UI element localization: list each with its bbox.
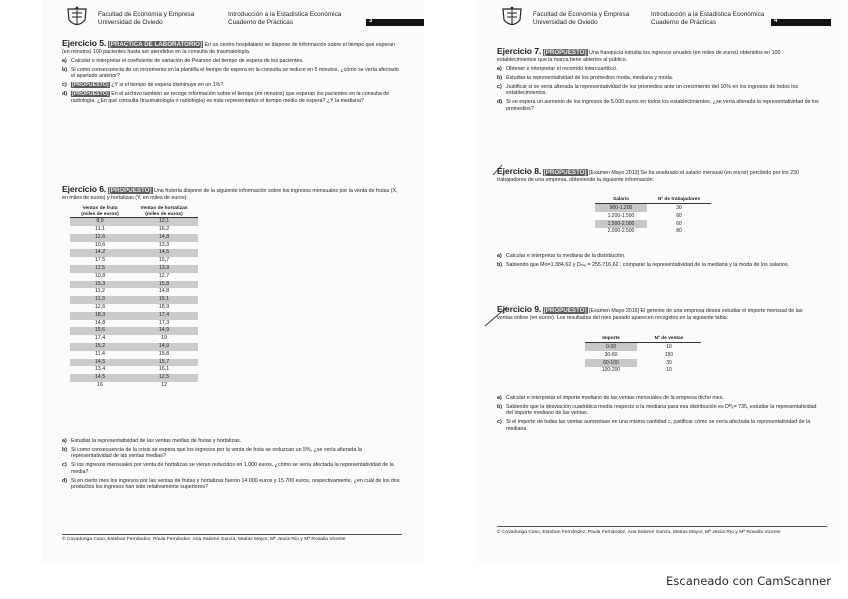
exercise-intro: Una frutería dispone de la siguiente información sobre los ingresos mensuales por la venta de frutas (X, en miles de euros) y hortalizas (Y, en miles de euros): bbox=[62, 188, 398, 201]
table-cell: 1.200-1.500 bbox=[607, 212, 635, 219]
table-cell: 100-200 bbox=[601, 367, 621, 374]
table-cell: 17,4 bbox=[130, 312, 198, 320]
exercise-5 bbox=[62, 40, 400, 104]
table-row bbox=[70, 265, 198, 273]
page-footer: © Covadonga Caso, Esteban Fernández, Paula Fernández, Ana Salomé García, Matías Mayor, Mª Jesús Río y Mª Rosalía Vicente bbox=[62, 537, 346, 542]
table-row bbox=[585, 343, 701, 351]
table-row bbox=[70, 335, 198, 343]
exercise-tag: [PROPUESTO] bbox=[543, 169, 587, 176]
table-cell: 2.000-2.500 bbox=[607, 228, 635, 235]
table-row bbox=[70, 249, 198, 257]
table-row bbox=[595, 204, 711, 212]
exercise-intro: Una franquicia estudia los ingresos anuales (en miles de euros) obtenidos en 100 establecimientos que la marca tiene abiertos al público. bbox=[497, 50, 781, 63]
list-item: a) Estudiar la representatividad de las ventas medias de frutas y hortalizas. bbox=[62, 437, 242, 444]
institution-name: Facultad de Economía y Empresa Universidad de Oviedo bbox=[98, 11, 195, 26]
exercise-title: Ejercicio 7. bbox=[497, 46, 542, 56]
table-row bbox=[70, 351, 198, 359]
table-row bbox=[70, 327, 198, 335]
table-cell: 11,1 bbox=[95, 225, 105, 232]
table-cell: 0-30 bbox=[585, 343, 637, 351]
course-name: Introducción a la Estadística Económica Cuaderno de Prácticas bbox=[228, 11, 342, 26]
table-row bbox=[70, 218, 198, 226]
table-cell: 150 bbox=[664, 351, 674, 358]
exercise-tag: [PROPUESTO] bbox=[543, 49, 587, 56]
exercise-7 bbox=[497, 48, 819, 112]
table-row bbox=[595, 212, 711, 220]
table-cell: 16,2 bbox=[158, 225, 170, 232]
table-cell: 11,2 bbox=[95, 288, 105, 295]
table-cell: 15,6 bbox=[70, 327, 130, 335]
table-cell: 14,2 bbox=[70, 249, 130, 257]
table-cell: 17,5 bbox=[94, 257, 106, 264]
list-item: d) Si se espera un aumento de los ingresos de 5.000 euros en todos los establecimientos, ¿se vería alterada la representatividad de los promedios? bbox=[497, 99, 819, 112]
table-cell: 15,8 bbox=[130, 281, 198, 289]
table-cell: 12,1 bbox=[130, 218, 198, 226]
table-cell: 14,5 bbox=[70, 359, 130, 367]
table-row bbox=[70, 257, 198, 265]
table-cell: 30 bbox=[666, 359, 672, 366]
table-cell: 14,8 bbox=[130, 234, 198, 242]
table-cell: 30-60 bbox=[604, 351, 618, 358]
table-cell: 12,6 bbox=[94, 303, 106, 310]
table-cell: 13,3 bbox=[158, 241, 170, 248]
exercise-title: Ejercicio 6. bbox=[62, 184, 107, 194]
table-cell: 16,1 bbox=[158, 366, 170, 373]
list-item: d) [PROPUESTO] En el archivo también se recoge información sobre el tiempo (en minutos) que esperan los pacientes en la consulta de radiología. ¿En qué consulta (traumatología o radiología) es más representativo el tiempo medio de espera? ¿Y la mediana? bbox=[62, 91, 390, 104]
table-cell: 14,5 bbox=[70, 374, 130, 382]
footer-divider bbox=[62, 534, 402, 535]
left-page bbox=[42, 0, 424, 562]
list-item: c) Si el importe de todas las ventas aumentase en una misma cantidad c, justificar cómo se vería afectada la representatividad de la mediana. bbox=[497, 419, 811, 432]
list-item: a) Calcular e interpretar la mediana de la distribución. bbox=[497, 252, 626, 259]
table-row bbox=[585, 351, 701, 359]
table-cell: 900-1.200 bbox=[595, 204, 647, 212]
table-cell: 17,3 bbox=[158, 319, 170, 326]
page-number: 3 bbox=[369, 18, 373, 24]
table-cell: 80 bbox=[676, 228, 682, 235]
table-row bbox=[595, 228, 711, 236]
sales-import-table bbox=[585, 335, 701, 374]
table-row bbox=[70, 273, 198, 281]
exercise-tag: [PROPUESTO] bbox=[543, 307, 587, 314]
course-name: Introducción a la Estadística Económica Cuaderno de Prácticas bbox=[651, 11, 765, 26]
scanner-watermark: Escaneado con CamScanner bbox=[666, 574, 831, 588]
table-cell: 15,7 bbox=[130, 359, 198, 367]
table-cell: 16 bbox=[97, 381, 103, 388]
table-cell: 11,5 bbox=[70, 265, 130, 273]
exercise-6 bbox=[62, 186, 400, 201]
table-cell: 12,7 bbox=[158, 272, 170, 279]
table-cell: 14,9 bbox=[130, 327, 198, 335]
table-row bbox=[70, 312, 198, 320]
column-header: Ventas de hortalizas (miles de euros) bbox=[130, 206, 198, 218]
table-row bbox=[70, 288, 198, 296]
table-cell: 15,8 bbox=[158, 350, 170, 357]
table-cell: 15,7 bbox=[158, 257, 170, 264]
table-cell: 13,4 bbox=[94, 366, 106, 373]
column-header: Salario bbox=[595, 196, 647, 204]
page-number-bar bbox=[771, 19, 831, 26]
exercise-6-questions bbox=[62, 435, 400, 491]
table-cell: 17,4 bbox=[94, 335, 106, 342]
list-item: b) Estudiar la representatividad de los promedios moda, mediana y moda. bbox=[497, 74, 674, 81]
column-header: Ventas de fruta (miles de euros) bbox=[70, 206, 130, 218]
list-item: c) Justificar si se vería alterada la representatividad de los promedios ante un crecimiento del 10% en los ingresos de todos los establecimientos. bbox=[497, 83, 799, 97]
exercise-title: Ejercicio 9. bbox=[497, 304, 542, 314]
column-header: Nº de trabajadores bbox=[647, 196, 711, 204]
table-row bbox=[70, 382, 198, 390]
exercise-tag: [PRÁCTICA DE LABORATORIO] bbox=[108, 41, 203, 48]
salary-table bbox=[595, 196, 711, 235]
table-row bbox=[70, 366, 198, 374]
table-cell: 18,9 bbox=[158, 303, 170, 310]
column-header: Importe bbox=[585, 335, 637, 343]
table-cell: 15,1 bbox=[130, 296, 198, 304]
list-item: d) Si en cierto mes los ingresos por las ventas de frutas y hortalizas fueron 14.000 euros y 15.700 euros, respectivamente, ¿en cuál de los dos productos los ingresos han sido relativamente superiores? bbox=[62, 477, 400, 491]
table-row bbox=[70, 281, 198, 289]
table-row bbox=[70, 320, 198, 328]
table-cell: 60-100 bbox=[585, 359, 637, 367]
exercise-title: Ejercicio 5. bbox=[62, 38, 107, 48]
table-cell: 60 bbox=[676, 212, 682, 219]
table-row bbox=[70, 374, 198, 382]
table-cell: 14,8 bbox=[94, 319, 106, 326]
left-page-header bbox=[64, 6, 416, 32]
page-number: 4 bbox=[774, 18, 778, 24]
table-cell: 18,3 bbox=[70, 312, 130, 320]
table-cell: 10 bbox=[666, 344, 672, 351]
list-item: b) Si como consecuencia de un incremento en la plantilla el tiempo de espera en la consulta se reduce en 5 minutos, ¿cómo se vería afectado el apartado anterior? bbox=[62, 66, 399, 80]
page-footer: © Covadonga Caso, Esteban Fernández, Paula Fernández, Ana Salomé García, Matías Mayor, Mª Jesús Río y Mª Rosalía Vicente bbox=[497, 530, 781, 535]
exercise-9 bbox=[497, 306, 819, 321]
right-page-header bbox=[499, 6, 833, 32]
table-cell: 11,3 bbox=[70, 296, 130, 304]
table-cell: 14,8 bbox=[158, 288, 170, 295]
table-cell: 14,9 bbox=[130, 343, 198, 351]
table-cell: 14,5 bbox=[130, 249, 198, 257]
table-row bbox=[70, 359, 198, 367]
exercise-tag: [PROPUESTO] bbox=[108, 187, 152, 194]
table-row bbox=[70, 226, 198, 234]
list-item: b) Sabiendo que Mo=1.384,62 y Dₘₑ = 255.716,62 ; comparar la representatividad de la mediana y la moda de los salarios. bbox=[497, 261, 789, 268]
exercise-8-questions bbox=[497, 250, 819, 268]
institution-name: Facultad de Economía y Empresa Universidad de Oviedo bbox=[533, 11, 630, 26]
table-cell: 11,4 bbox=[95, 350, 105, 357]
table-cell: 10 bbox=[666, 367, 672, 374]
list-item: a) Obtener e interpretar el recorrido intercuartílico. bbox=[497, 65, 618, 72]
table-cell: 10,6 bbox=[94, 241, 106, 248]
table-cell: 30 bbox=[676, 205, 682, 212]
list-item: b) Sabiendo que la desviación cuadrática media respecto a la mediana para esa distribución es Dᴹₑ= 735, estudiar la representatividad del importe mediano de las ventas. bbox=[497, 403, 817, 417]
table-cell: 12 bbox=[161, 381, 167, 388]
list-item: c) [PROPUESTO] ¿Y si el tiempo de espera disminuye en un 1%? bbox=[62, 82, 224, 89]
list-item: c) Si los ingresos mensuales por venta de hortalizas se vieran reducidos en 1.000 euros, ¿cómo se vería afectada la representatividad de la media? bbox=[62, 462, 394, 475]
table-cell: 13,9 bbox=[130, 265, 198, 273]
table-row bbox=[70, 242, 198, 250]
exercise-9-questions bbox=[497, 392, 819, 432]
right-page bbox=[477, 0, 841, 562]
table-cell: 8,9 bbox=[70, 218, 130, 226]
exercise-intro: [Examen Mayo 2016] El gerente de una empresa desea estudiar el importe mensual de las ventas online (en euros). Los resultados del mes pasado aparecen recogidos en la siguiente tabla: bbox=[497, 308, 803, 321]
table-cell: 1.500-2.000 bbox=[595, 220, 647, 228]
list-item: a) Calcular e interpretar el importe mediano de las ventas mensuales de la empresa dicho mes. bbox=[497, 394, 724, 401]
table-cell: 12,5 bbox=[130, 374, 198, 382]
footer-divider bbox=[497, 526, 827, 527]
exercise-8 bbox=[497, 168, 819, 183]
exercise-intro: En un centro hospitalario se dispone de información sobre el tiempo que esperan (en minutos) 100 pacientes hasta ser atendidos en la consulta de traumatología. bbox=[62, 42, 396, 55]
page-number-bar bbox=[366, 19, 424, 26]
table-cell: 19 bbox=[161, 335, 167, 342]
table-cell: 15,3 bbox=[70, 281, 130, 289]
table-cell: 60 bbox=[676, 220, 682, 227]
table-row bbox=[70, 234, 198, 242]
table-row bbox=[70, 296, 198, 304]
list-item: b) Si como consecuencia de la crisis se espera que los ingresos por la venta de fruta se reduzcan un 5%, ¿se vería alterada la representatividad de las ventas medias? bbox=[62, 446, 362, 460]
column-header: Nº de ventas bbox=[637, 335, 701, 343]
university-crest-icon bbox=[64, 6, 90, 30]
table-cell: 10,8 bbox=[94, 272, 106, 279]
list-item: a) Calcular e interpretar el coeficiente de variación de Pearson del tiempo de espera de los pacientes. bbox=[62, 57, 304, 64]
exercise-title: Ejercicio 8. bbox=[497, 166, 542, 176]
university-crest-icon bbox=[499, 6, 525, 30]
table-row bbox=[595, 220, 711, 228]
exercise-intro: [Examen Mayo 2013] Se ha analizado el salario mensual (en euros) percibido por los 230 trabajadores de una empresa, obteniendo la siguiente información: bbox=[497, 170, 799, 183]
table-cell: 15,2 bbox=[70, 343, 130, 351]
table-row bbox=[70, 304, 198, 312]
table-row bbox=[585, 359, 701, 367]
table-cell: 12,6 bbox=[70, 234, 130, 242]
table-row bbox=[585, 367, 701, 375]
table-row bbox=[70, 343, 198, 351]
sales-table bbox=[70, 206, 198, 390]
